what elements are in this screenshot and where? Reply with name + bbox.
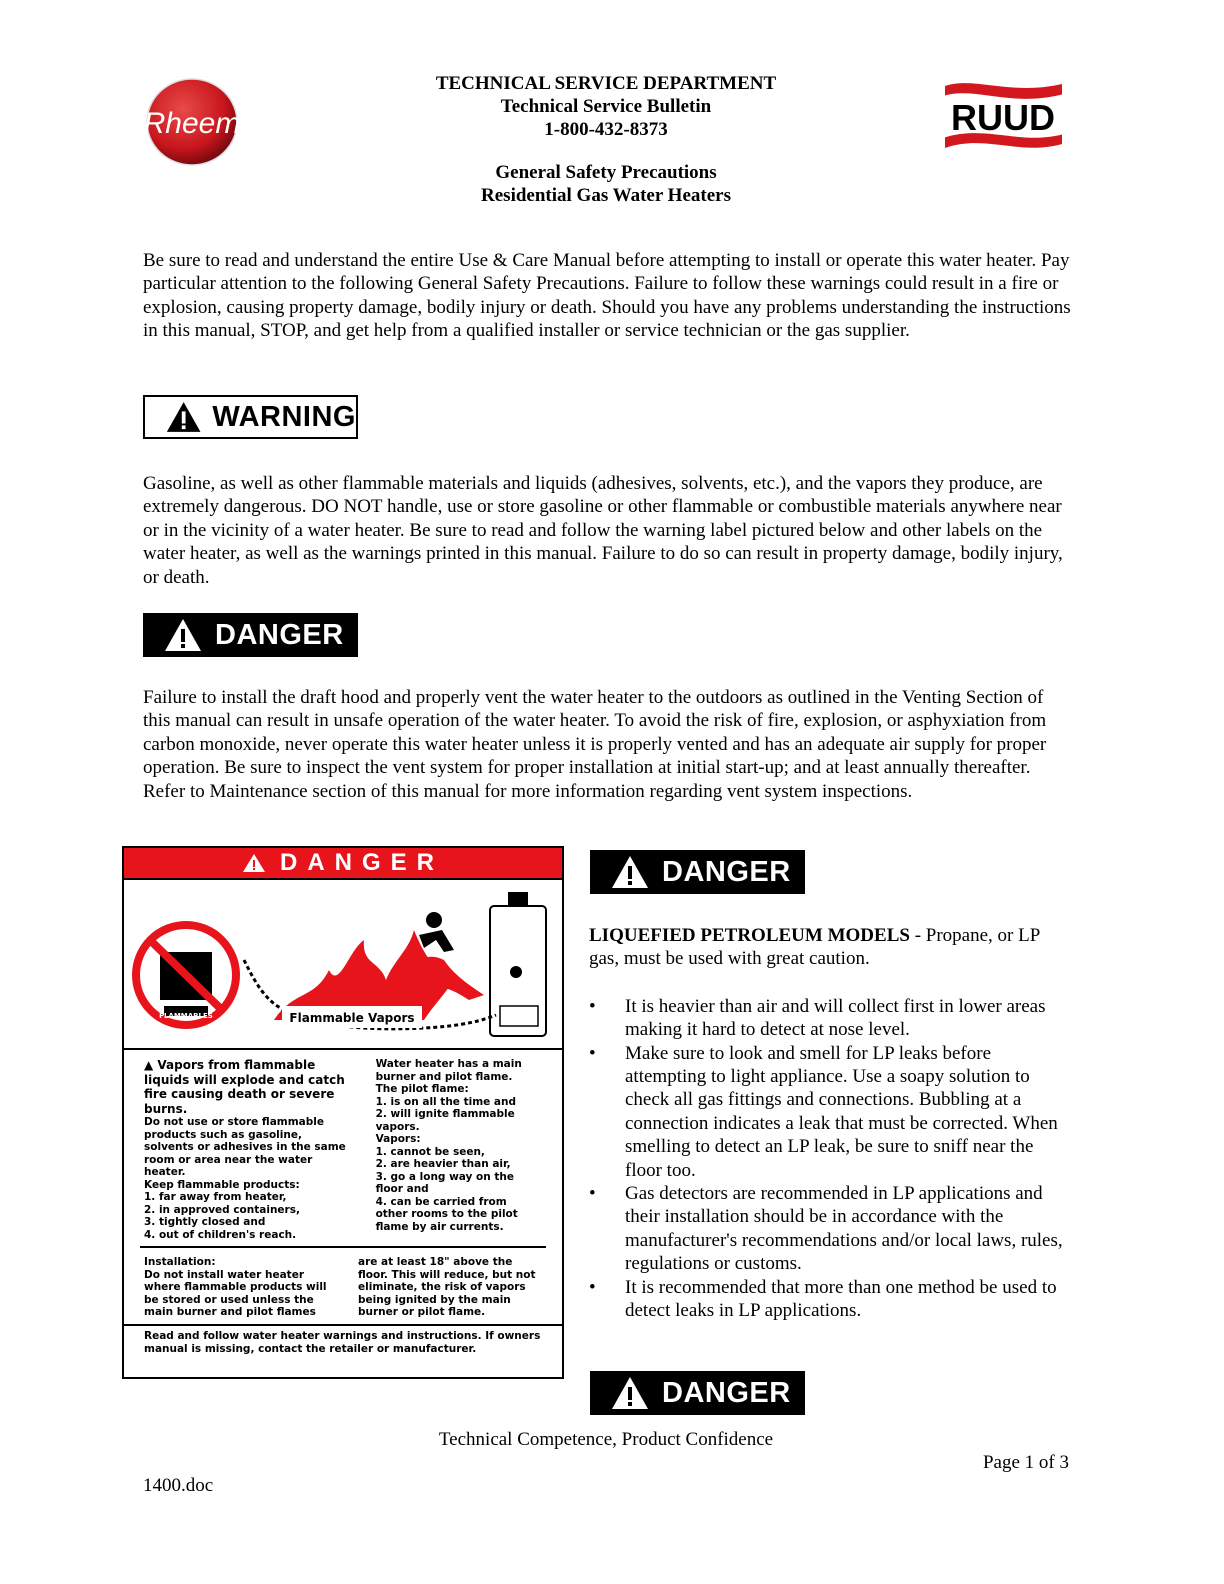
lp-bullet-list <box>589 995 1069 1323</box>
label-right-list-item: 4. can be carried from other rooms to the pilot flame by air currents. <box>375 1195 518 1233</box>
danger-label: DANGER <box>215 618 344 651</box>
installation-heading: Installation: <box>144 1256 216 1268</box>
lp-heading-rest: - Propane, or LP gas, must be used with great caution. <box>589 925 1040 970</box>
label-left-list-item: 2. in approved containers, <box>144 1203 300 1216</box>
danger-badge-bottom <box>590 1371 805 1415</box>
label-right-list-item: 2. will ignite flammable vapors. <box>375 1108 515 1133</box>
label-left-keep: Keep flammable products: <box>144 1178 300 1191</box>
lp-heading: LIQUEFIED PETROLEUM MODELS <box>589 925 910 946</box>
document-title <box>300 161 912 207</box>
label-right-vapors: Vapors: <box>375 1133 421 1145</box>
warning-badge <box>143 395 358 439</box>
title-line-2: Residential Gas Water Heaters <box>481 185 731 206</box>
document-header <box>300 72 912 141</box>
warning-label: WARNING <box>212 400 356 433</box>
danger-paragraph: Failure to install the draft hood and properly vent the water heater to the outdoors as outlined in the Venting Section of this manual can result in unsafe operation of the water heater. To avoid the risk of fire, explosion, or asphyxiation from carbon monoxide, never operate this water heater unless it is properly vented and has an adequate air supply for proper operation. Be sure to inspect the vent system for proper installation at initial start-up; and at least annually thereafter. Refer to Maintenance section of this manual for more information regarding vent system inspections. <box>143 687 1047 802</box>
label-left-body: Do not use or store flammable products such as gasoline, solvents or adhesives in the same room or area near the water heater. <box>144 1116 346 1178</box>
label-right-list-item: 2. are heavier than air, <box>375 1158 511 1170</box>
list-item: • Make sure to look and smell for LP leaks before attempting to light appliance. Use a soapy solution to check all gas fittings and connections. Bubbling at a connection indicates a leak that must be corrected. When smelling to detect an LP leak, be sure to sniff near the floor too. <box>589 1042 1058 1181</box>
danger-badge-lp <box>590 850 805 894</box>
lp-section <box>589 924 1069 1323</box>
list-item: • Gas detectors are recommended in LP applications and their installation should be in accordance with the manufacturer's recommendations and/or local laws, rules, regulations or customs. <box>589 1183 1063 1275</box>
svg-text:Rheem: Rheem <box>146 107 238 140</box>
svg-text:Flammable Vapors: Flammable Vapors <box>289 1011 415 1025</box>
warning-triangle-icon <box>610 854 650 890</box>
label-left-heading: ▲ Vapors from flammable liquids will explode and catch fire causing death or severe burns. <box>144 1058 345 1116</box>
warning-triangle-icon: ▲ <box>144 1058 158 1072</box>
label-right-list-item: 1. cannot be seen, <box>375 1145 485 1158</box>
label-footer: Read and follow water heater warnings and instructions. If owners manual is missing, contact the retailer or manufacturer. <box>124 1324 562 1359</box>
page-number: Page 1 of 3 <box>982 1452 1069 1473</box>
svg-text:FLAMMABLES: FLAMMABLES <box>159 1012 213 1020</box>
warning-triangle-icon <box>163 617 203 653</box>
danger-label: DANGER <box>662 855 791 888</box>
label-right-list-item: 1. is on all the time and <box>375 1095 516 1108</box>
lp-intro <box>589 924 1069 971</box>
ruud-logo <box>940 76 1066 154</box>
label-illustration <box>124 880 562 1050</box>
label-installation <box>124 1248 562 1324</box>
list-item: • It is heavier than air and will collect first in lower areas making it hard to detect at nose level. <box>589 995 1046 1041</box>
department-name: TECHNICAL SERVICE DEPARTMENT <box>435 73 777 94</box>
title-line-1: General Safety Precautions <box>495 162 717 183</box>
document-filename: 1400.doc <box>143 1475 214 1496</box>
intro-paragraph: Be sure to read and understand the entire Use & Care Manual before attempting to install or operate this water heater. Pay particular attention to the following General Safety Precautions. Failure to follow these warnings could result in a fire or explosion, causing property damage, bodily injury or death. Should you have any problems understanding the instructions in this manual, STOP, and get help from a qualified installer or service technician or the gas supplier. <box>143 250 1071 342</box>
phone-number: 1-800-432-8373 <box>544 119 668 140</box>
warning-paragraph: Gasoline, as well as other flammable materials and liquids (adhesives, solvents, etc.), and the vapors they produce, are extremely dangerous. DO NOT handle, use or store gasoline or other flammable or combustible materials anywhere near or in the vicinity of a water heater. Be sure to read and follow the warning label pictured below and other labels on the water heater, as well as the warnings printed in this manual. Failure to do so can result in property damage, bodily injury, or death. <box>143 473 1063 588</box>
svg-text:RUUD: RUUD <box>951 97 1055 138</box>
rheem-logo <box>146 78 238 166</box>
installation-right-text: are at least 18" above the floor. This will reduce, but not eliminate, the risk of vapors being ignited by the main burner or pilot flame. <box>358 1256 536 1318</box>
bulletin-title: Technical Service Bulletin <box>500 96 712 117</box>
label-right-intro: Water heater has a main burner and pilot flame. <box>375 1058 522 1083</box>
warning-triangle-icon <box>610 1375 650 1411</box>
label-text-columns <box>124 1050 562 1246</box>
label-right-pilot: The pilot flame: <box>375 1083 469 1095</box>
warning-triangle-icon <box>165 399 202 435</box>
danger-label: DANGER <box>662 1376 791 1409</box>
footer-tagline: Technical Competence, Product Confidence <box>438 1429 774 1450</box>
danger-warning-label <box>122 846 564 1379</box>
label-left-list-item: 4. out of children's reach. <box>144 1228 297 1241</box>
label-left-list-item: 3. tightly closed and <box>144 1216 266 1228</box>
list-item: • It is recommended that more than one method be used to detect leaks in LP applications. <box>589 1276 1057 1322</box>
danger-badge <box>143 613 358 657</box>
installation-left-text: Do not install water heater where flammable products will be stored or used unless the main burner and pilot flames <box>144 1268 327 1318</box>
warning-triangle-icon <box>242 853 266 873</box>
label-left-list-item: 1. far away from heater, <box>144 1191 287 1203</box>
label-right-list-item: 3. go a long way on the floor and <box>375 1170 515 1195</box>
label-header <box>124 848 562 880</box>
label-header-text: DANGER <box>279 849 444 876</box>
